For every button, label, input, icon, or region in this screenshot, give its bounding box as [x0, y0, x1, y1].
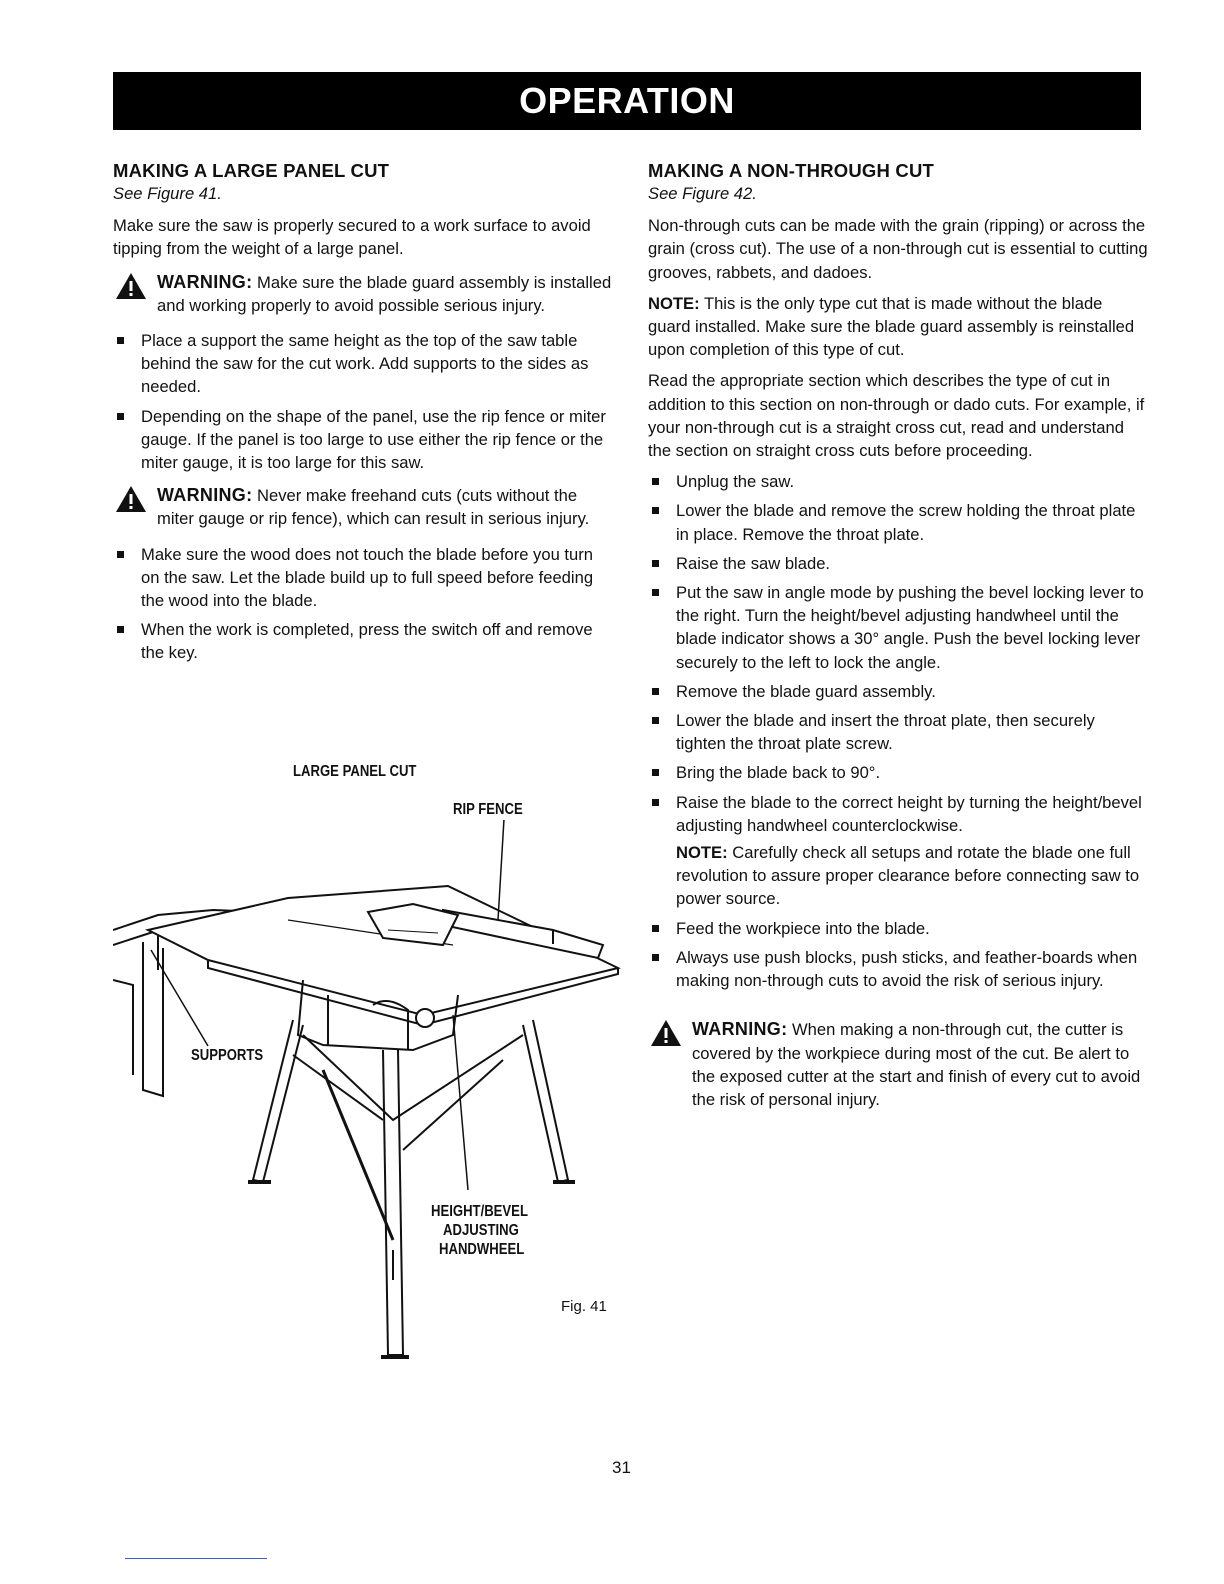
warning-exposed-cutter	[648, 1018, 1148, 1111]
list-item: Raise the saw blade.	[648, 552, 1148, 575]
section-title: OPERATION	[519, 80, 735, 121]
right-column	[648, 160, 1148, 1123]
warning-triangle-icon	[650, 1019, 682, 1047]
list-item: When the work is completed, press the switch off and remove the key.	[113, 618, 613, 664]
list-item	[648, 791, 1148, 911]
warning-label: WARNING:	[157, 271, 253, 292]
figure-caption: Fig. 41	[561, 1298, 607, 1315]
table-saw-illustration	[113, 820, 623, 1380]
procedure-bullets	[648, 470, 1148, 992]
support-bullets	[113, 329, 613, 474]
warning-text: When making a non-through cut, the cutter is covered by the workpiece during most of the cut. Be alert to the exposed cutter at the start and finish of every cut to avoid the risk of personal injury.	[692, 1020, 1141, 1109]
note-label: NOTE:	[648, 293, 700, 313]
footer-rule	[125, 1558, 267, 1559]
note-text: This is the only type cut that is made without the blade guard installed. Make sure the blade guard assembly is reinstalled upon completion of this type of cut.	[648, 293, 1135, 360]
read-section-paragraph: Read the appropriate section which describes the type of cut in addition to this section on non-through or dado cuts. For example, if your non-through cut is a straight cross cut, read and understand the section on straight cross cuts before proceeding.	[648, 371, 1145, 461]
list-item: Always use push blocks, push sticks, and feather-boards when making non-through cuts to avoid the risk of serious injury.	[648, 946, 1148, 992]
label-rip-fence: RIP FENCE	[453, 801, 523, 818]
section-banner	[113, 72, 1141, 130]
list-item: Feed the workpiece into the blade.	[648, 917, 1148, 940]
label-handwheel-line-3: HANDWHEEL	[439, 1241, 525, 1258]
list-item: Remove the blade guard assembly.	[648, 680, 1148, 703]
large-panel-heading: MAKING A LARGE PANEL CUT	[113, 160, 390, 181]
figure-41	[113, 750, 623, 1340]
wood-bullets	[113, 543, 613, 665]
list-item: Lower the blade and remove the screw holding the throat plate in place. Remove the throat plate.	[648, 499, 1148, 545]
warning-triangle-icon	[115, 485, 147, 513]
label-handwheel-line-2: ADJUSTING	[443, 1222, 519, 1239]
note-text: Carefully check all setups and rotate the blade one full revolution to assure proper clearance before connecting saw to power source.	[676, 843, 1140, 909]
note-blade-guard	[648, 292, 1148, 362]
warning-triangle-icon	[115, 272, 147, 300]
list-item: Put the saw in angle mode by pushing the bevel locking lever to the right. Turn the height/bevel adjusting handwheel until the blade indicator shows a 30° angle. Push the bevel locking lever securely to the left to lock the angle.	[648, 581, 1148, 674]
figure-title: LARGE PANEL CUT	[293, 763, 417, 780]
note-label: NOTE:	[676, 843, 728, 863]
list-item: Place a support the same height as the top of the saw table behind the saw for the cut work. Add supports to the sides as needed.	[113, 329, 613, 399]
list-item: Unplug the saw.	[648, 470, 1148, 493]
list-item: Depending on the shape of the panel, use the rip fence or miter gauge. If the panel is too large to use either the rip fence or the miter gauge, it is too large for this saw.	[113, 405, 613, 475]
warning-blade-guard	[113, 271, 613, 317]
list-item-text: Raise the blade to the correct height by turning the height/bevel adjusting handwheel counterclockwise.	[676, 792, 1142, 835]
list-item: Make sure the wood does not touch the blade before you turn on the saw. Let the blade build up to full speed before feeding the wood into the blade.	[113, 543, 613, 613]
note-clearance	[676, 841, 1148, 911]
list-item: Lower the blade and insert the throat plate, then securely tighten the throat plate screw.	[648, 709, 1148, 755]
list-item: Bring the blade back to 90°.	[648, 761, 1148, 784]
see-figure-42: See Figure 42.	[648, 184, 757, 203]
warning-text: Never make freehand cuts (cuts without the miter gauge or rip fence), which can result in serious injury.	[157, 486, 590, 529]
label-supports: SUPPORTS	[191, 1047, 264, 1064]
non-through-intro: Non-through cuts can be made with the grain (ripping) or across the grain (cross cut). The use of a non-through cut is essential to cutting grooves, rabbets, and dadoes.	[648, 216, 1148, 282]
large-panel-intro: Make sure the saw is properly secured to a work surface to avoid tipping from the weight of a large panel.	[113, 216, 591, 259]
non-through-heading: MAKING A NON-THROUGH CUT	[648, 160, 935, 181]
warning-freehand	[113, 484, 613, 530]
see-figure-41: See Figure 41.	[113, 184, 222, 203]
warning-label: WARNING:	[692, 1019, 788, 1040]
page-number: 31	[612, 1458, 631, 1477]
warning-label: WARNING:	[157, 485, 253, 506]
warning-text: Make sure the blade guard assembly is installed and working properly to avoid possible serious injury.	[157, 272, 612, 315]
label-handwheel-line-1: HEIGHT/BEVEL	[431, 1203, 528, 1220]
left-column	[113, 160, 613, 675]
